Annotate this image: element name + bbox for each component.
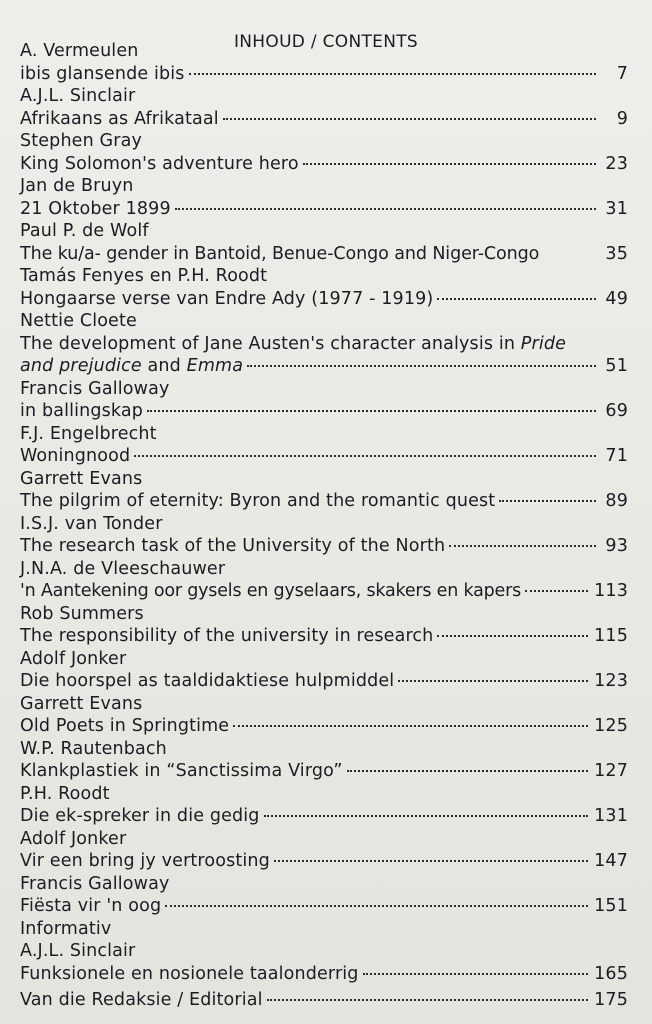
entry-title-italic: and prejudice [20, 356, 142, 376]
toc-entry[interactable] [20, 288, 628, 311]
section-label: Informativ [20, 918, 112, 939]
page-number: 93 [605, 536, 628, 556]
page-number: 35 [605, 243, 628, 264]
dot-leader [267, 999, 589, 1001]
entry-author: F.J. Engelbrecht [20, 423, 157, 444]
toc-entry[interactable] [20, 760, 628, 783]
toc-entry[interactable] [20, 805, 628, 828]
page-number: 115 [594, 626, 628, 646]
entry-author: Rob Summers [20, 603, 144, 624]
dot-leader [264, 815, 589, 817]
toc-entry[interactable] [20, 490, 628, 513]
entry-title: ibis glansende ibis [20, 63, 185, 84]
entry-author: A.J.L. Sinclair [20, 941, 136, 961]
entry-author: Stephen Gray [20, 131, 142, 151]
toc-entry[interactable] [20, 108, 628, 131]
entry-author: Paul P. de Wolf [20, 221, 149, 241]
dot-leader [147, 410, 596, 412]
dot-leader [134, 455, 596, 457]
entry-title: Die hoorspel as taaldidaktiese hulpmiddel [20, 671, 395, 691]
dot-leader [223, 118, 596, 120]
page-number: 127 [594, 761, 628, 781]
page-number: 123 [594, 671, 628, 691]
page-number: 151 [594, 896, 628, 916]
entry-title: 'n Aantekening oor gysels en gyselaars, skakers en kapers [20, 581, 522, 601]
entry-author: Francis Galloway [20, 873, 170, 894]
dot-leader [189, 73, 596, 75]
page-number: 71 [605, 446, 628, 466]
page-number: 7 [616, 63, 628, 84]
toc-entry[interactable] [20, 445, 628, 468]
toc-entry[interactable] [20, 963, 628, 986]
entry-author: W.P. Rautenbach [20, 738, 167, 759]
entry-author: Adolf Jonker [20, 828, 127, 849]
entry-title: 21 Oktober 1899 [20, 198, 171, 219]
toc-entry[interactable] [20, 715, 628, 738]
dot-leader [165, 905, 588, 907]
dot-leader [449, 545, 596, 547]
page-number: 147 [594, 851, 628, 871]
entry-author: Garrett Evans [20, 468, 143, 489]
toc-entry-editorial[interactable] [20, 989, 628, 1012]
dot-leader [274, 860, 588, 862]
entry-title: in ballingskap [20, 401, 144, 421]
entry-title-line[interactable] [20, 333, 628, 356]
entry-title: Old Poets in Springtime [20, 716, 230, 736]
entry-title: Woningnood [20, 446, 131, 466]
dot-leader [398, 680, 588, 682]
entry-author: J.N.A. de Vleeschauwer [20, 558, 226, 579]
dot-leader [437, 298, 596, 300]
entry-title-part: The development of Jane Austen's character analysis in [20, 333, 516, 354]
toc-entry[interactable] [20, 63, 628, 86]
entry-title: The research task of the University of the North [20, 536, 446, 556]
dot-leader [347, 770, 589, 772]
toc-entry[interactable] [20, 580, 628, 603]
entry-title: The ku/a- gender in Bantoid, Benue-Congo and Niger-Congo [20, 243, 540, 264]
page-number: 125 [594, 716, 628, 736]
entry-title: Klankplastiek in “Sanctissima Virgo” [20, 761, 343, 781]
entry-author: Adolf Jonker [20, 648, 127, 669]
toc-entry[interactable] [20, 153, 628, 176]
entry-title: Die ek-spreker in die gedig [20, 806, 260, 826]
dot-leader [543, 253, 596, 255]
page-number: 89 [605, 491, 628, 511]
dot-leader [233, 725, 588, 727]
page-title: INHOUD / CONTENTS [233, 32, 419, 52]
table-of-contents [20, 40, 628, 1012]
entry-title-continued [20, 355, 243, 378]
dot-leader [247, 365, 596, 367]
entry-title: Hongaarse verse van Endre Ady (1977 - 1919) [20, 288, 434, 309]
page-number: 113 [594, 581, 628, 601]
entry-author: I.S.J. van Tonder [20, 513, 163, 534]
entry-title-italic: Emma [186, 356, 244, 376]
dot-leader [363, 973, 589, 975]
page-number: 49 [605, 288, 628, 309]
toc-entry[interactable] [20, 243, 628, 266]
dot-leader [499, 500, 596, 502]
page-number: 69 [605, 401, 628, 421]
entry-title: The pilgrim of eternity: Byron and the romantic quest [20, 491, 496, 511]
entry-author: Tamás Fenyes en P.H. Roodt [20, 266, 268, 286]
page-number: 23 [605, 153, 628, 174]
entry-title: Funksionele en nosionele taalonderrig [20, 963, 359, 984]
entry-title: King Solomon's adventure hero [20, 153, 299, 174]
toc-entry[interactable] [20, 670, 628, 693]
entry-author: Garrett Evans [20, 693, 143, 714]
entry-author: Francis Galloway [20, 378, 170, 399]
entry-author: P.H. Roodt [20, 783, 110, 804]
page-number: 175 [594, 990, 628, 1010]
entry-author: Jan de Bruyn [20, 176, 134, 196]
toc-entry[interactable] [20, 355, 628, 378]
entry-author: A.J.L. Sinclair [20, 86, 136, 106]
entry-title: Afrikaans as Afrikataal [20, 108, 219, 129]
entry-author: A. Vermeulen [20, 41, 139, 61]
entry-title: Fiësta vir 'n oog [20, 896, 162, 916]
page-number: 31 [605, 198, 628, 219]
toc-entry[interactable] [20, 198, 628, 221]
page-number: 9 [616, 108, 628, 129]
entry-author: Nettie Cloete [20, 311, 137, 331]
page-number: 51 [605, 356, 628, 376]
entry-title-part: and [147, 356, 181, 376]
entry-title-italic: Pride [520, 333, 567, 354]
toc-entry[interactable] [20, 895, 628, 918]
page-number: 131 [594, 806, 628, 826]
dot-leader [303, 163, 596, 165]
toc-entry[interactable] [20, 400, 628, 423]
entry-title: Van die Redaksie / Editorial [20, 990, 263, 1010]
toc-entry[interactable] [20, 535, 628, 558]
entry-title: Vir een bring jy vertroosting [20, 851, 270, 871]
entry-title: The responsibility of the university in research [20, 626, 434, 646]
page-number: 165 [594, 963, 628, 984]
dot-leader [175, 208, 596, 210]
dot-leader [437, 635, 588, 637]
toc-entry[interactable] [20, 625, 628, 648]
toc-entry[interactable] [20, 850, 628, 873]
dot-leader [525, 590, 588, 592]
